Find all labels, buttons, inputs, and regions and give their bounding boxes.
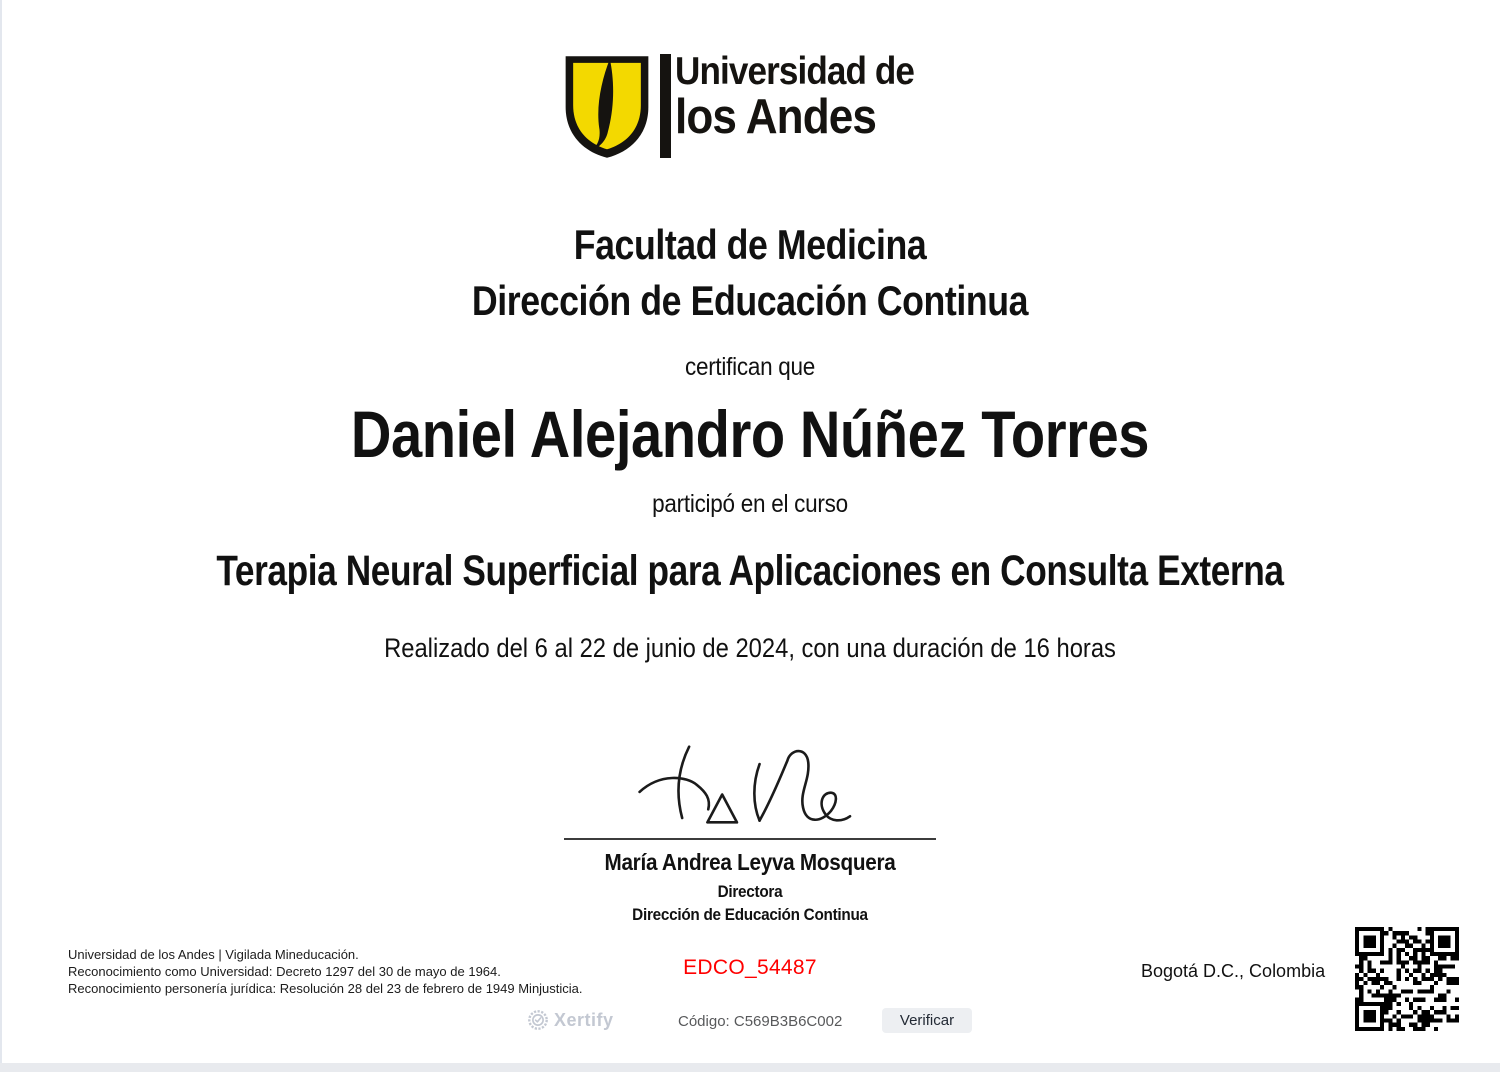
department-title: Dirección de Educación Continua: [471, 277, 1029, 325]
legal-line-1: Universidad de los Andes | Vigilada Mineducación.: [68, 947, 359, 962]
signature-block: [0, 738, 1500, 925]
certificate-id: EDCO_54487: [683, 956, 817, 979]
logo-text-line1: Universidad de: [674, 50, 914, 93]
recipient-name: Daniel Alejandro Núñez Torres: [350, 396, 1150, 471]
signature-line: [564, 838, 936, 840]
signatory-department: Dirección de Educación Continua: [632, 904, 868, 924]
xertify-brand: [527, 1009, 614, 1031]
legal-line-2: Reconocimiento como Universidad: Decreto 1297 del 30 de mayo de 1964.: [68, 964, 501, 979]
qr-code: [1355, 927, 1459, 1031]
verify-button[interactable]: Verificar: [882, 1008, 972, 1033]
signature-image: [600, 738, 900, 838]
participation-text: participó en el curso: [652, 490, 848, 519]
faculty-title: Facultad de Medicina: [573, 221, 927, 268]
logo-divider: [660, 54, 671, 158]
window-bottom-edge: [0, 1063, 1500, 1072]
xertify-label: Xertify: [554, 1009, 614, 1030]
code-label: Código:: [678, 1013, 730, 1030]
code-value: C569B3B6C002: [733, 1013, 843, 1030]
university-logo: [560, 50, 941, 164]
xertify-badge-icon: [527, 1009, 549, 1031]
legal-line-3: Reconocimiento personería jurídica: Resolución 28 del 23 de febrero de 1949 Minjusticia.: [68, 981, 583, 996]
course-details: Realizado del 6 al 22 de junio de 2024, con una duración de 16 horas: [384, 632, 1116, 663]
certify-text: certifican que: [684, 352, 816, 381]
signatory-name: María Andrea Leyva Mosquera: [604, 848, 896, 875]
course-title: Terapia Neural Superficial para Aplicaciones en Consulta Externa: [216, 547, 1284, 596]
university-shield-icon: [560, 50, 654, 164]
signatory-role: Directora: [717, 881, 783, 901]
logo-text-line2: los Andes: [674, 89, 876, 144]
verification-code: [678, 1013, 842, 1030]
location-text: Bogotá D.C., Colombia: [1141, 961, 1326, 981]
